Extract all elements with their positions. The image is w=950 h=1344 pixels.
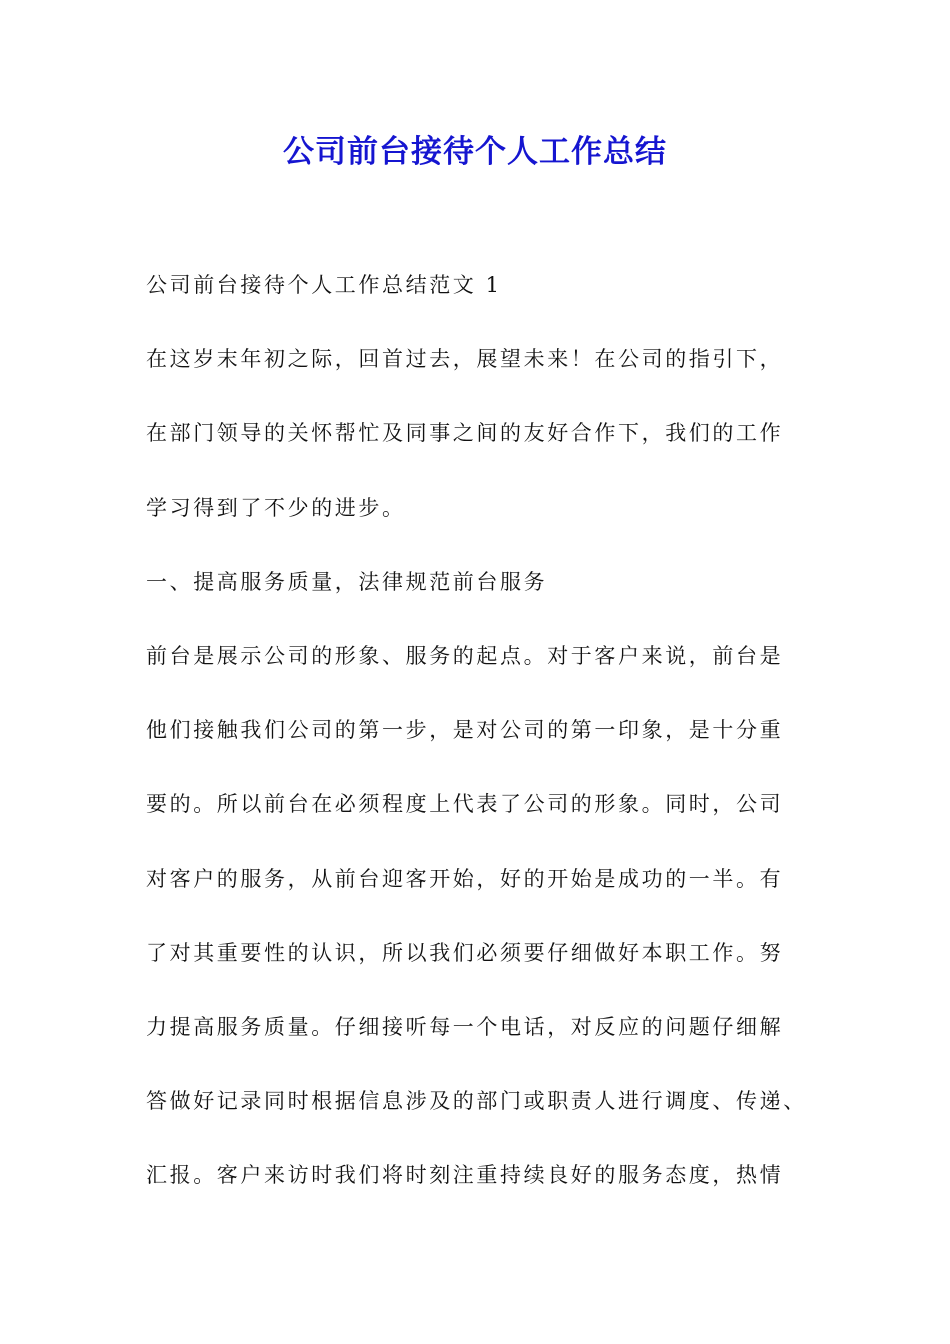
- document-title: 公司前台接待个人工作总结: [283, 134, 667, 170]
- section-heading: 一、提高服务质量，法律规范前台服务: [146, 569, 548, 594]
- paragraph-line: 他们接触我们公司的第一步，是对公司的第一印象，是十分重: [146, 718, 784, 743]
- paragraph-line: 了对其重要性的认识，所以我们必须要仔细做好本职工作。努: [146, 940, 784, 965]
- paragraph-line: 在这岁末年初之际，回首过去，展望未来！在公司的指引下，: [146, 347, 784, 372]
- paragraph-line: 在部门领导的关怀帮忙及同事之间的友好合作下，我们的工作: [146, 421, 784, 446]
- paragraph-line: 汇报。客户来访时我们将时刻注重持续良好的服务态度，热情: [146, 1163, 784, 1188]
- document-body: [146, 262, 836, 1226]
- section-heading: 公司前台接待个人工作总结范文 1: [146, 273, 502, 297]
- paragraph-line: 力提高服务质量。仔细接听每一个电话，对反应的问题仔细解: [146, 1014, 784, 1039]
- paragraph-line: 对客户的服务，从前台迎客开始，好的开始是成功的一半。有: [146, 866, 784, 891]
- paragraph-line: 要的。所以前台在必须程度上代表了公司的形象。同时，公司: [146, 792, 784, 817]
- paragraph-line: 学习得到了不少的进步。: [146, 495, 406, 520]
- paragraph-line: 前台是展示公司的形象、服务的起点。对于客户来说，前台是: [146, 643, 784, 668]
- paragraph-line: 答做好记录同时根据信息涉及的部门或职责人进行调度、传递、: [146, 1089, 807, 1114]
